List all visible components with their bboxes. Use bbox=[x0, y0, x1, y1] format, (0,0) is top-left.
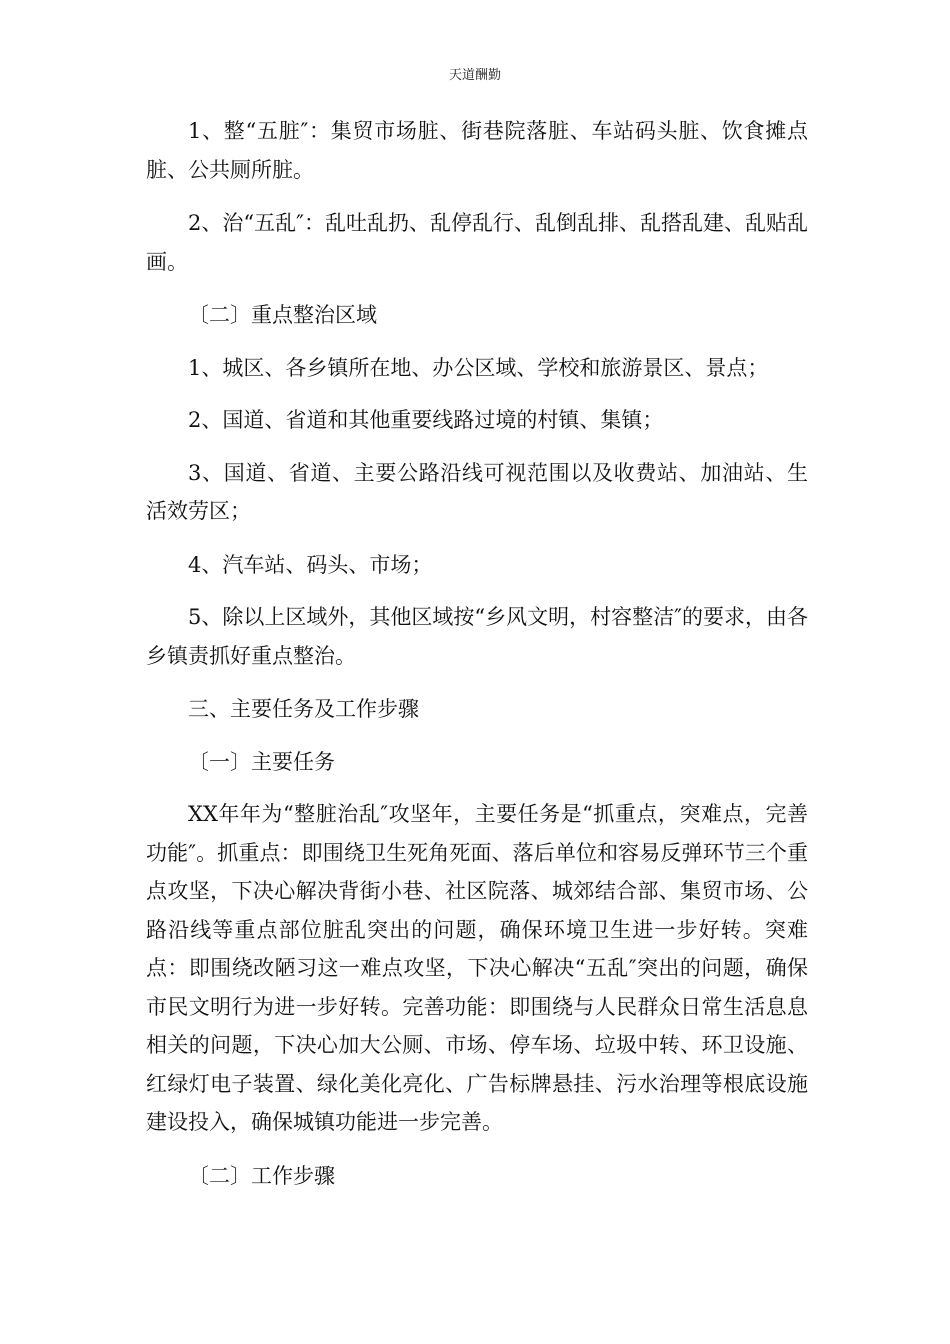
paragraph-five-dirty: 1、整“五脏″：集贸市场脏、街巷院落脏、车站码头脏、饮食摊点脏、公共厕所脏。 bbox=[146, 119, 808, 182]
section-heading-main-tasks: 〔一〕主要任务 bbox=[188, 749, 335, 774]
list-item-area-1: 1、城区、各乡镇所在地、办公区域、学校和旅游景区、景点； bbox=[188, 355, 769, 380]
page-header: 天道酬勤 bbox=[448, 68, 501, 83]
list-item-area-3: 3、国道、省道、主要公路沿线可视范围以及收费站、加油站、生活效劳区； bbox=[146, 460, 808, 523]
section-heading-work-steps: 〔二〕工作步骤 bbox=[188, 1163, 335, 1188]
list-item-area-4: 4、汽车站、码头、市场； bbox=[188, 552, 433, 577]
section-heading-key-areas: 〔二〕重点整治区域 bbox=[188, 303, 377, 327]
list-item-area-5: 5、除以上区域外，其他区域按“乡风文明，村容整洁″的要求，由各乡镇责抓好重点整治。 bbox=[146, 605, 808, 668]
list-item-area-2: 2、国道、省道和其他重要线路过境的村镇、集镇； bbox=[188, 408, 664, 432]
document-body bbox=[146, 112, 808, 1195]
paragraph-five-chaos: 2、治“五乱″：乱吐乱扔、乱停乱行、乱倒乱排、乱搭乱建、乱贴乱画。 bbox=[146, 211, 808, 274]
paragraph-main-tasks-body: XX年年为“整脏治乱″攻坚年，主要任务是“抓重点，突难点，完善功能″。抓重点：即围绕卫生死角死面、落后单位和容易反弹环节三个重点攻坚，下决心解决背街小巷、社区院落、城郊结合部、集贸市场、公路沿线等重点部位脏乱突出的问题，确保环境卫生进一步好转。突难点：即围绕改陋习这一难点攻坚，下决心解决“五乱″突出的问题，确保市民文明行为进一步好转。完善功能：即围绕与人民群众日常生活息息相关的问题，下决心加大公厕、市场、停车场、垃圾中转、环卫设施、红绿灯电子装置、绿化美化亮化、广告标牌悬挂、污水治理等根底设施建设投入，确保城镇功能进一步完善。 bbox=[146, 802, 808, 1134]
section-heading-tasks-steps: 三、主要任务及工作步骤 bbox=[188, 697, 419, 721]
